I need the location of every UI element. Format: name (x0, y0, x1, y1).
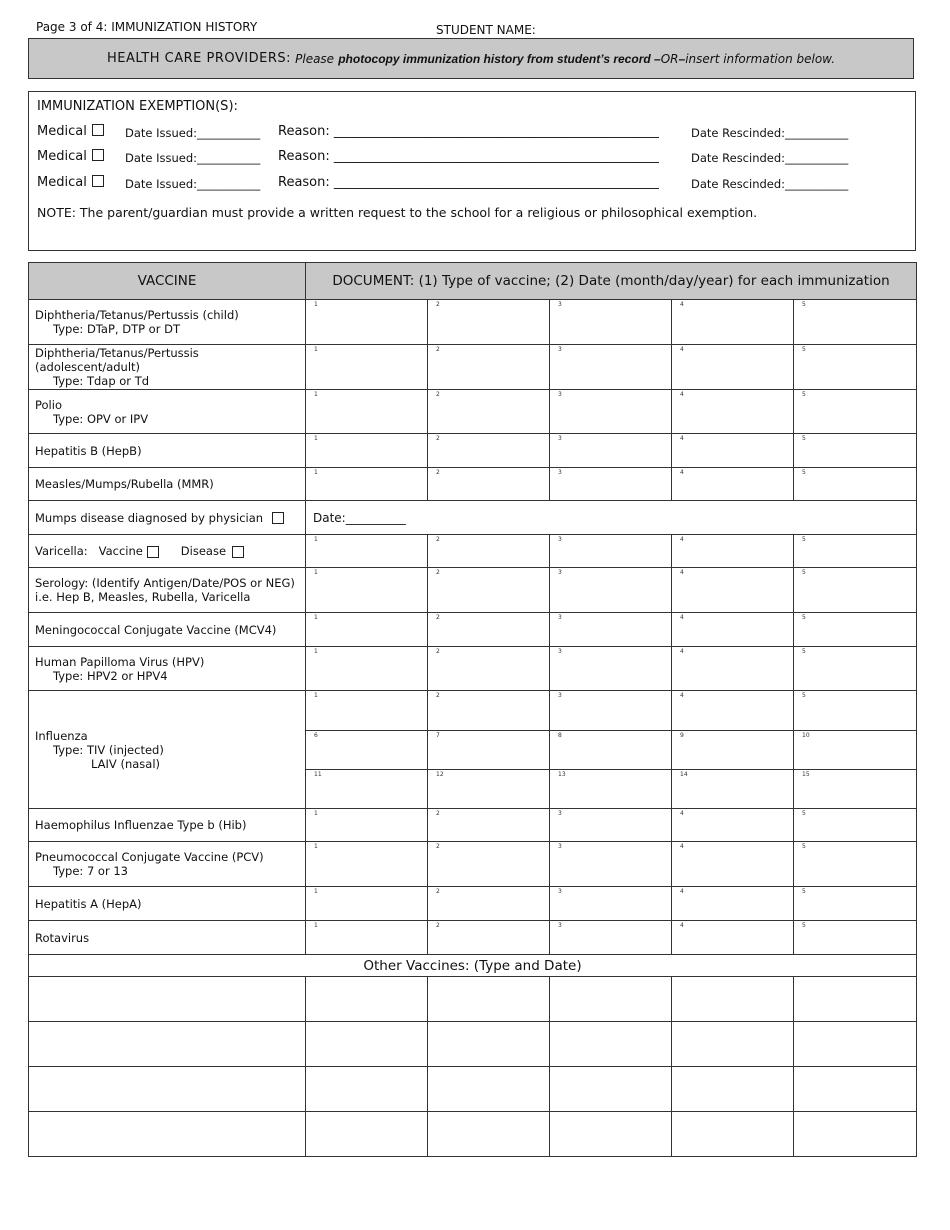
exemption-type-label: Medical (37, 175, 87, 190)
vaccine-cell (29, 842, 306, 887)
exemption-type (37, 149, 87, 164)
dose-cell[interactable] (428, 887, 550, 921)
dose-number: 5 (802, 391, 806, 398)
dose-cell[interactable] (428, 647, 550, 691)
exemption-type (37, 124, 87, 139)
date-issued-field[interactable]: Date Issued:___________ (125, 126, 261, 140)
dose-number: 5 (802, 301, 806, 308)
page-label: Page 3 of 4: IMMUNIZATION HISTORY (36, 20, 258, 34)
other-vaccine-date-cell[interactable] (306, 1022, 428, 1067)
dose-number: 2 (436, 843, 440, 850)
dose-number: 9 (680, 732, 684, 739)
dose-number: 1 (314, 569, 318, 576)
dose-cell[interactable] (672, 535, 794, 568)
other-vaccine-date-cell[interactable] (672, 977, 794, 1022)
dose-number: 6 (314, 732, 318, 739)
vaccine-name: Human Papilloma Virus (HPV) (35, 654, 205, 669)
dose-number: 3 (558, 435, 562, 442)
dose-cell[interactable] (550, 345, 672, 390)
reason-field[interactable]: Reason: __________________________________________________ (278, 149, 659, 164)
banner-bold: photocopy immunization history from student’s record – (338, 51, 661, 66)
vaccine-row (29, 568, 917, 613)
dose-number: 2 (436, 346, 440, 353)
other-vaccine-date-cell[interactable] (306, 977, 428, 1022)
dose-number: 2 (436, 536, 440, 543)
vaccine-row (29, 434, 917, 468)
dose-number: 2 (436, 301, 440, 308)
dose-cell[interactable] (550, 887, 672, 921)
dose-number: 4 (680, 391, 684, 398)
dose-cell[interactable] (672, 300, 794, 345)
varicella-row (29, 535, 917, 568)
dose-number: 4 (680, 301, 684, 308)
dose-number: 5 (802, 435, 806, 442)
dose-number: 5 (802, 648, 806, 655)
dose-number: 4 (680, 692, 684, 699)
dose-cell[interactable] (672, 434, 794, 468)
vaccine-name: Diphtheria/Tetanus/Pertussis (35, 346, 199, 360)
other-vaccine-date-cell[interactable] (794, 1067, 917, 1112)
dose-cell[interactable] (428, 770, 550, 809)
dose-number: 5 (802, 888, 806, 895)
dose-cell[interactable] (306, 809, 428, 842)
dose-number: 3 (558, 614, 562, 621)
immunization-table (28, 262, 917, 1157)
dose-cell[interactable] (794, 842, 917, 887)
varicella-disease-checkbox[interactable] (232, 546, 244, 558)
vaccine-name: Meningococcal Conjugate Vaccine (MCV4) (35, 622, 277, 637)
dose-cell[interactable] (306, 434, 428, 468)
dose-number: 3 (558, 843, 562, 850)
dose-number: 2 (436, 435, 440, 442)
reason-field[interactable]: Reason: __________________________________________________ (278, 124, 659, 139)
medical-checkbox[interactable] (92, 124, 104, 136)
dose-cell[interactable] (550, 613, 672, 647)
dose-cell[interactable] (794, 390, 917, 434)
dose-cell[interactable] (672, 345, 794, 390)
dose-cell[interactable] (672, 842, 794, 887)
vaccine-type: Type: OPV or IPV (53, 411, 149, 426)
dose-number: 3 (558, 648, 562, 655)
dose-cell[interactable] (672, 731, 794, 770)
dose-number: 5 (802, 922, 806, 929)
dose-cell[interactable] (794, 434, 917, 468)
dose-number: 11 (314, 771, 322, 778)
other-vaccine-date-cell[interactable] (428, 977, 550, 1022)
vaccine-name: Influenza (35, 728, 88, 743)
dose-cell[interactable] (306, 647, 428, 691)
dose-number: 1 (314, 843, 318, 850)
dose-number: 4 (680, 843, 684, 850)
mumps-label: Mumps disease diagnosed by physician (35, 510, 264, 525)
dose-cell[interactable] (672, 390, 794, 434)
dose-number: 3 (558, 692, 562, 699)
vaccine-type-alt: LAIV (nasal) (91, 756, 160, 771)
vaccine-name: Hepatitis A (HepA) (35, 896, 142, 911)
vaccine-name: Haemophilus Influenzae Type b (Hib) (35, 818, 247, 832)
dose-cell[interactable] (550, 770, 672, 809)
dose-number: 3 (558, 391, 562, 398)
other-vaccine-row (29, 977, 917, 1022)
banner-dash: – (678, 51, 686, 66)
dose-number: 5 (802, 469, 806, 476)
dose-cell[interactable] (794, 535, 917, 568)
dose-cell[interactable] (306, 691, 428, 731)
other-vaccine-date-cell[interactable] (428, 1022, 550, 1067)
date-rescinded-field[interactable]: Date Rescinded:___________ (691, 177, 849, 191)
dose-cell[interactable] (672, 691, 794, 731)
dose-cell[interactable] (550, 434, 672, 468)
dose-cell[interactable] (794, 691, 917, 731)
dose-number: 4 (680, 810, 684, 817)
dose-cell[interactable] (428, 535, 550, 568)
dose-cell[interactable] (672, 647, 794, 691)
vaccine-cell (29, 691, 306, 809)
vaccine-row (29, 647, 917, 691)
dose-number: 2 (436, 888, 440, 895)
dose-cell[interactable] (672, 613, 794, 647)
dose-cell[interactable] (428, 345, 550, 390)
other-vaccine-type-cell[interactable] (29, 1112, 306, 1157)
dose-number: 2 (436, 469, 440, 476)
vaccine-column-header: VACCINE (29, 263, 306, 300)
exemption-note: NOTE: The parent/guardian must provide a written request to the school for a religious or philosophical exemption. (37, 205, 758, 220)
dose-cell[interactable] (672, 887, 794, 921)
dose-number: 5 (802, 843, 806, 850)
mumps-row (29, 501, 917, 535)
dose-cell[interactable] (428, 300, 550, 345)
dose-cell[interactable] (550, 535, 672, 568)
dose-cell[interactable] (550, 300, 672, 345)
dose-cell[interactable] (794, 345, 917, 390)
date-issued-field[interactable]: Date Issued:___________ (125, 151, 261, 165)
dose-number: 2 (436, 810, 440, 817)
banner-lead: HEALTH CARE PROVIDERS: (106, 51, 291, 66)
varicella-vaccine-label: Vaccine (98, 544, 143, 558)
dose-number: 4 (680, 435, 684, 442)
dose-number: 7 (436, 732, 440, 739)
dose-number: 14 (680, 771, 688, 778)
dose-number: 3 (558, 301, 562, 308)
document-column-header: DOCUMENT: (1) Type of vaccine; (2) Date (month/day/year) for each immunization (306, 263, 917, 300)
vaccine-row (29, 300, 917, 345)
medical-checkbox[interactable] (92, 149, 104, 161)
dose-cell[interactable] (672, 468, 794, 501)
dose-cell[interactable] (306, 568, 428, 613)
dose-cell[interactable] (794, 300, 917, 345)
dose-cell[interactable] (794, 568, 917, 613)
dose-number: 8 (558, 732, 562, 739)
dose-number: 2 (436, 614, 440, 621)
vaccine-name: Rotavirus (35, 930, 90, 945)
dose-cell[interactable] (428, 921, 550, 955)
other-vaccine-date-cell[interactable] (794, 1112, 917, 1157)
dose-number: 4 (680, 469, 684, 476)
vaccine-note: i.e. Hep B, Measles, Rubella, Varicella (35, 590, 251, 604)
dose-number: 5 (802, 536, 806, 543)
vaccine-name: Pneumococcal Conjugate Vaccine (PCV) (35, 850, 264, 864)
dose-number: 5 (802, 569, 806, 576)
dose-cell[interactable] (550, 731, 672, 770)
banner-tail: insert information below. (685, 51, 836, 66)
other-vaccine-date-cell[interactable] (794, 1022, 917, 1067)
dose-cell[interactable] (672, 568, 794, 613)
dose-cell[interactable] (550, 390, 672, 434)
other-vaccine-date-cell[interactable] (428, 1067, 550, 1112)
vaccine-type: Type: Tdap or Td (53, 374, 150, 388)
banner-or: OR (660, 51, 679, 66)
dose-cell[interactable] (794, 770, 917, 809)
dose-number: 3 (558, 569, 562, 576)
other-vaccine-row (29, 1022, 917, 1067)
dose-cell[interactable] (428, 809, 550, 842)
dose-number: 2 (436, 391, 440, 398)
other-vaccine-type-cell[interactable] (29, 1067, 306, 1112)
dose-cell[interactable] (428, 434, 550, 468)
vaccine-cell (29, 434, 306, 468)
dose-cell[interactable] (306, 921, 428, 955)
dose-number: 12 (436, 771, 444, 778)
dose-number: 5 (802, 346, 806, 353)
dose-number: 4 (680, 346, 684, 353)
dose-cell[interactable] (672, 770, 794, 809)
dose-cell[interactable] (794, 809, 917, 842)
dose-cell[interactable] (428, 731, 550, 770)
vaccine-name: Serology: (Identify Antigen/Date/POS or NEG) (35, 576, 295, 590)
dose-cell[interactable] (428, 468, 550, 501)
vaccine-cell (29, 613, 306, 647)
instruction-banner (28, 38, 914, 79)
influenza-row (29, 691, 917, 731)
dose-number: 3 (558, 346, 562, 353)
dose-number: 1 (314, 888, 318, 895)
other-vaccine-row (29, 1112, 917, 1157)
dose-number: 10 (802, 732, 810, 739)
dose-cell[interactable] (306, 300, 428, 345)
exemption-section (28, 91, 916, 251)
vaccine-type: Type: TIV (injected) (53, 742, 164, 757)
dose-cell[interactable] (306, 731, 428, 770)
dose-number: 3 (558, 810, 562, 817)
other-vaccine-date-cell[interactable] (306, 1112, 428, 1157)
vaccine-row (29, 842, 917, 887)
dose-cell[interactable] (550, 921, 672, 955)
dose-cell[interactable] (794, 887, 917, 921)
other-vaccine-date-cell[interactable] (550, 1112, 672, 1157)
exemption-type (37, 175, 87, 190)
dose-number: 1 (314, 810, 318, 817)
other-vaccine-date-cell[interactable] (672, 1022, 794, 1067)
dose-number: 4 (680, 569, 684, 576)
exemption-type-label: Medical (37, 124, 87, 139)
dose-cell[interactable] (428, 691, 550, 731)
vaccine-row (29, 887, 917, 921)
other-vaccine-row (29, 1067, 917, 1112)
other-vaccine-date-cell[interactable] (550, 977, 672, 1022)
dose-cell[interactable] (550, 809, 672, 842)
dose-cell[interactable] (428, 613, 550, 647)
dose-number: 2 (436, 569, 440, 576)
dose-cell[interactable] (794, 468, 917, 501)
dose-number: 5 (802, 810, 806, 817)
dose-cell[interactable] (306, 390, 428, 434)
dose-number: 1 (314, 648, 318, 655)
dose-cell[interactable] (672, 809, 794, 842)
vaccine-cell (29, 568, 306, 613)
dose-number: 1 (314, 536, 318, 543)
other-vaccine-date-cell[interactable] (550, 1022, 672, 1067)
other-vaccine-date-cell[interactable] (672, 1112, 794, 1157)
vaccine-type: Type: DTaP, DTP or DT (53, 322, 180, 336)
date-rescinded-field[interactable]: Date Rescinded:___________ (691, 151, 849, 165)
date-rescinded-field[interactable]: Date Rescinded:___________ (691, 126, 849, 140)
dose-cell[interactable] (794, 613, 917, 647)
vaccine-cell (29, 390, 306, 434)
dose-number: 1 (314, 692, 318, 699)
dose-number: 1 (314, 346, 318, 353)
dose-cell[interactable] (428, 568, 550, 613)
vaccine-row (29, 468, 917, 501)
other-vaccine-date-cell[interactable] (306, 1067, 428, 1112)
dose-number: 1 (314, 301, 318, 308)
other-vaccine-date-cell[interactable] (794, 977, 917, 1022)
dose-number: 3 (558, 469, 562, 476)
dose-cell[interactable] (550, 691, 672, 731)
dose-cell[interactable] (550, 468, 672, 501)
dose-number: 1 (314, 435, 318, 442)
vaccine-row (29, 809, 917, 842)
other-vaccine-type-cell[interactable] (29, 977, 306, 1022)
vaccine-cell (29, 300, 306, 345)
dose-cell[interactable] (550, 647, 672, 691)
exemption-title: IMMUNIZATION EXEMPTION(S): (37, 99, 238, 114)
mumps-date-field[interactable]: Date:__________ (306, 501, 917, 535)
dose-number: 4 (680, 614, 684, 621)
vaccine-cell (29, 535, 306, 568)
dose-cell[interactable] (306, 770, 428, 809)
varicella-label: Varicella: (35, 544, 88, 558)
vaccine-cell (29, 647, 306, 691)
dose-cell[interactable] (306, 535, 428, 568)
dose-cell[interactable] (428, 390, 550, 434)
dose-cell[interactable] (794, 731, 917, 770)
vaccine-name: Measles/Mumps/Rubella (MMR) (35, 477, 214, 491)
dose-cell[interactable] (306, 887, 428, 921)
medical-checkbox[interactable] (92, 175, 104, 187)
other-vaccine-date-cell[interactable] (550, 1067, 672, 1112)
vaccine-name: Polio (35, 397, 62, 412)
dose-number: 4 (680, 536, 684, 543)
vaccine-cell (29, 887, 306, 921)
vaccine-type: Type: HPV2 or HPV4 (53, 668, 168, 683)
varicella-vaccine-checkbox[interactable] (147, 546, 159, 558)
dose-number: 13 (558, 771, 566, 778)
dose-number: 1 (314, 391, 318, 398)
dose-cell[interactable] (306, 842, 428, 887)
date-issued-field[interactable]: Date Issued:___________ (125, 177, 261, 191)
other-vaccine-date-cell[interactable] (672, 1067, 794, 1112)
dose-number: 2 (436, 648, 440, 655)
dose-number: 15 (802, 771, 810, 778)
dose-number: 2 (436, 692, 440, 699)
other-vaccines-header-row (29, 955, 917, 977)
reason-field[interactable]: Reason: __________________________________________________ (278, 175, 659, 190)
dose-number: 3 (558, 888, 562, 895)
vaccine-row (29, 345, 917, 390)
dose-number: 1 (314, 469, 318, 476)
dose-number: 4 (680, 648, 684, 655)
student-name-label: STUDENT NAME: (436, 23, 536, 37)
vaccine-cell (29, 921, 306, 955)
other-vaccine-type-cell[interactable] (29, 1022, 306, 1067)
vaccine-row (29, 390, 917, 434)
dose-cell[interactable] (428, 842, 550, 887)
vaccine-row (29, 921, 917, 955)
dose-number: 5 (802, 692, 806, 699)
dose-number: 3 (558, 922, 562, 929)
vaccine-row (29, 613, 917, 647)
vaccine-name: Hepatitis B (HepB) (35, 443, 142, 458)
mumps-checkbox[interactable] (272, 512, 284, 524)
other-vaccine-date-cell[interactable] (428, 1112, 550, 1157)
dose-cell[interactable] (306, 613, 428, 647)
dose-number: 3 (558, 536, 562, 543)
dose-cell[interactable] (306, 468, 428, 501)
dose-cell[interactable] (672, 921, 794, 955)
exemption-type-label: Medical (37, 149, 87, 164)
dose-cell[interactable] (550, 842, 672, 887)
vaccine-type: Type: 7 or 13 (53, 864, 128, 878)
dose-number: 1 (314, 922, 318, 929)
dose-cell[interactable] (550, 568, 672, 613)
dose-cell[interactable] (794, 921, 917, 955)
dose-number: 1 (314, 614, 318, 621)
dose-cell[interactable] (306, 345, 428, 390)
vaccine-name-cont: (adolescent/adult) (35, 360, 141, 374)
vaccine-cell (29, 468, 306, 501)
vaccine-cell (29, 501, 306, 535)
dose-cell[interactable] (794, 647, 917, 691)
vaccine-cell (29, 345, 306, 390)
other-vaccines-heading: Other Vaccines: (Type and Date) (29, 955, 917, 977)
dose-number: 2 (436, 922, 440, 929)
vaccine-name: Diphtheria/Tetanus/Pertussis (child) (35, 308, 239, 322)
banner-please: Please (295, 51, 335, 66)
dose-number: 4 (680, 888, 684, 895)
dose-number: 4 (680, 922, 684, 929)
dose-number: 5 (802, 614, 806, 621)
vaccine-cell (29, 809, 306, 842)
varicella-disease-label: Disease (180, 544, 227, 558)
